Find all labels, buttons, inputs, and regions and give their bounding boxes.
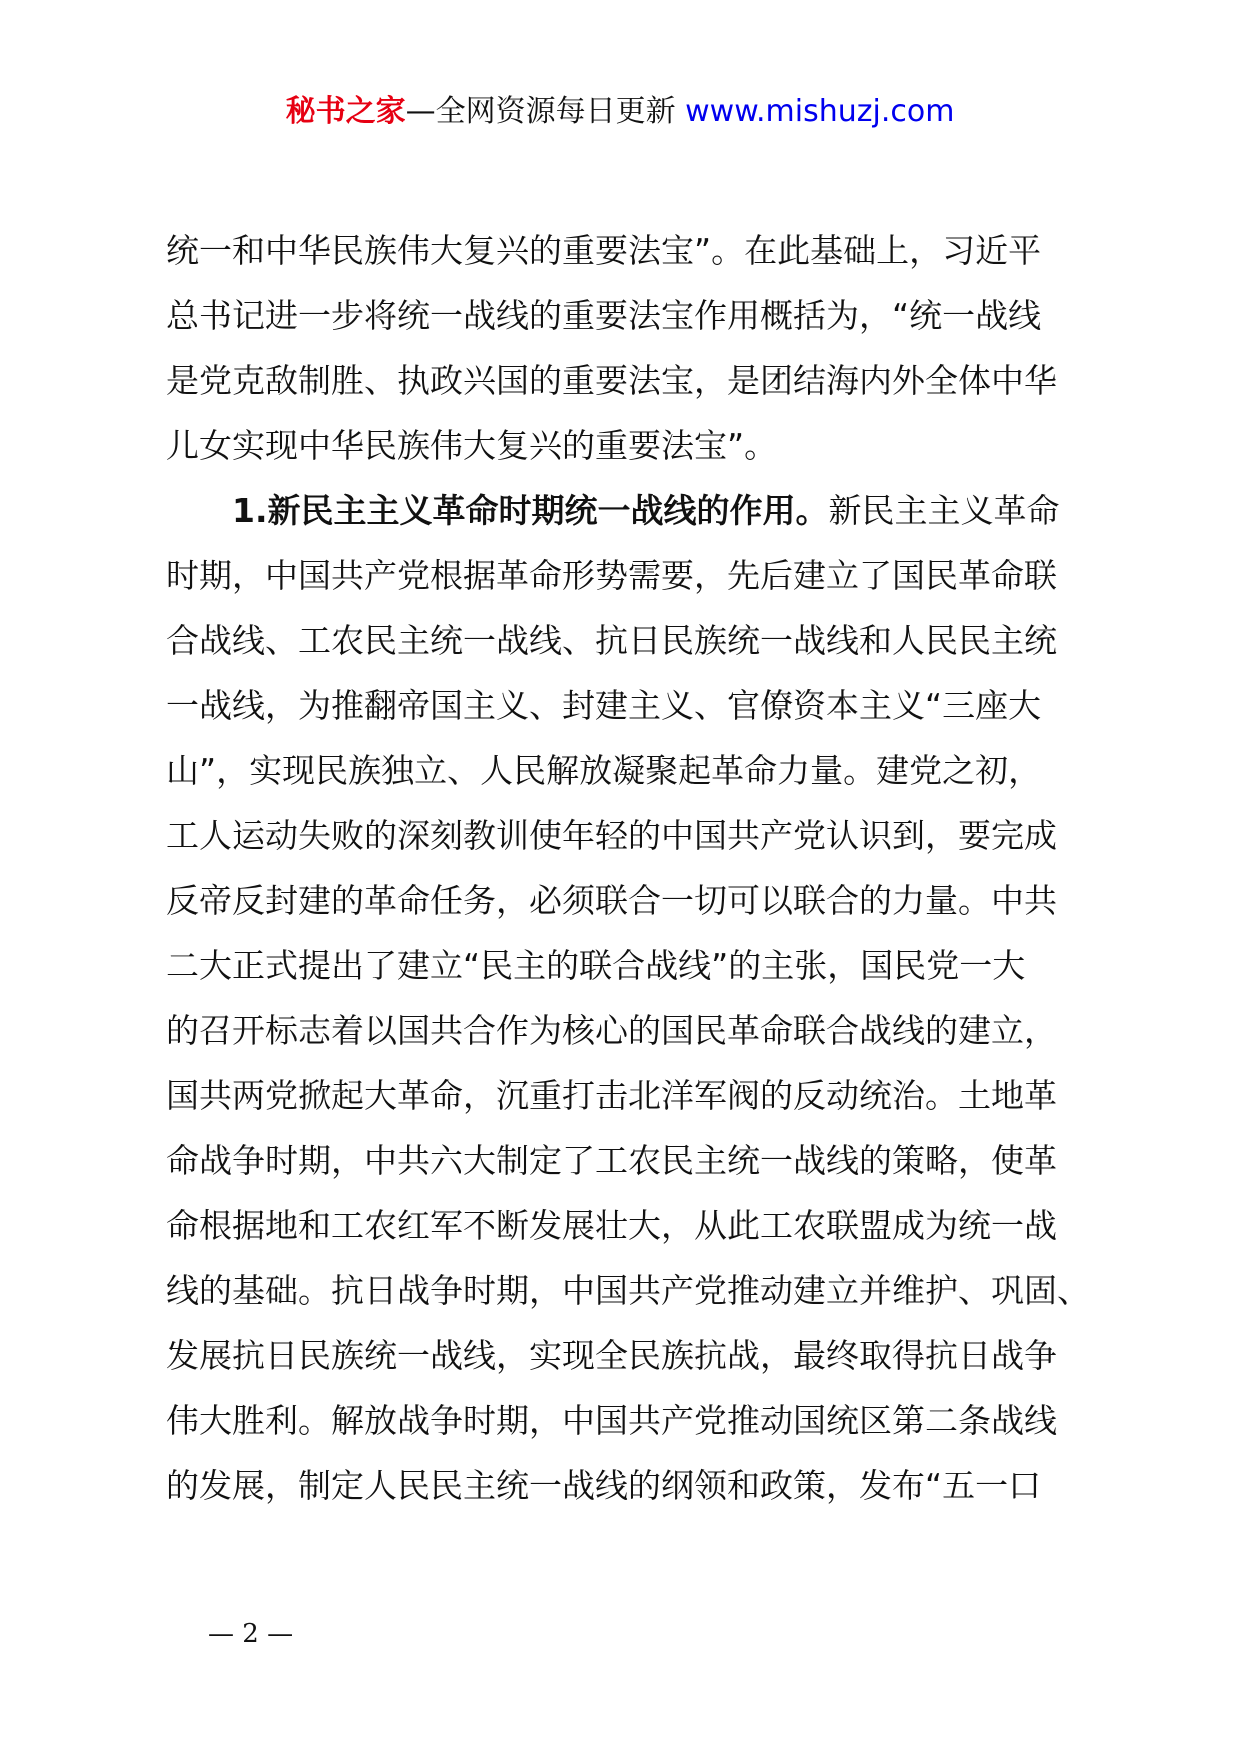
body-line: 线的基础。抗日战争时期，中国共产党推动建立并维护、巩固、 [166,1271,1090,1310]
header-separator: — [405,94,436,129]
page-number: — 2 — [208,1619,294,1649]
body-line: 的发展，制定人民民主统一战线的纲领和政策，发布“五一口 [166,1466,1042,1505]
body-line: 是党克敌制胜、执政兴国的重要法宝，是团结海内外全体中华 [166,361,1057,400]
site-brand: 秘书之家 [285,94,406,129]
body-line: 统一和中华民族伟大复兴的重要法宝”。在此基础上，习近平 [166,231,1042,270]
section-heading-continuation: 新民主主义革命 [828,491,1060,530]
site-header [0,92,1240,132]
body-line: 命战争时期，中共六大制定了工农民主统一战线的策略，使革 [166,1141,1057,1180]
body-line: 国共两党掀起大革命，沉重打击北洋军阀的反动统治。土地革 [166,1076,1057,1115]
site-url-link[interactable]: www.mishuzj.com [685,94,955,129]
body-line: 反帝反封建的革命任务，必须联合一切可以联合的力量。中共 [166,881,1057,920]
body-line: 工人运动失败的深刻教训使年轻的中国共产党认识到，要完成 [166,816,1057,855]
body-line: 合战线、工农民主统一战线、抗日民族统一战线和人民民主统 [166,621,1057,660]
body-line: 发展抗日民族统一战线，实现全民族抗战，最终取得抗日战争 [166,1336,1057,1375]
body-line: 伟大胜利。解放战争时期，中国共产党推动国统区第二条战线 [166,1401,1057,1440]
body-line: 时期，中国共产党根据革命形势需要，先后建立了国民革命联 [166,556,1057,595]
body-line: 山”，实现民族独立、人民解放凝聚起革命力量。建党之初， [166,751,1042,790]
body-line: 总书记进一步将统一战线的重要法宝作用概括为，“统一战线 [166,296,1042,335]
body-line: 一战线，为推翻帝国主义、封建主义、官僚资本主义“三座大 [166,686,1042,725]
body-line: 儿女实现中华民族伟大复兴的重要法宝”。 [166,426,778,465]
header-slogan: 全网资源每日更新 [435,94,676,129]
body-line: 二大正式提出了建立“民主的联合战线”的主张，国民党一大 [166,946,1026,985]
section-heading-line [166,478,1106,543]
document-body [166,218,1106,1518]
section-heading: 1.新民主主义革命时期统一战线的作用。 [232,491,829,530]
body-line: 的召开标志着以国共合作为核心的国民革命联合战线的建立， [166,1011,1057,1050]
body-line: 命根据地和工农红军不断发展壮大，从此工农联盟成为统一战 [166,1206,1057,1245]
